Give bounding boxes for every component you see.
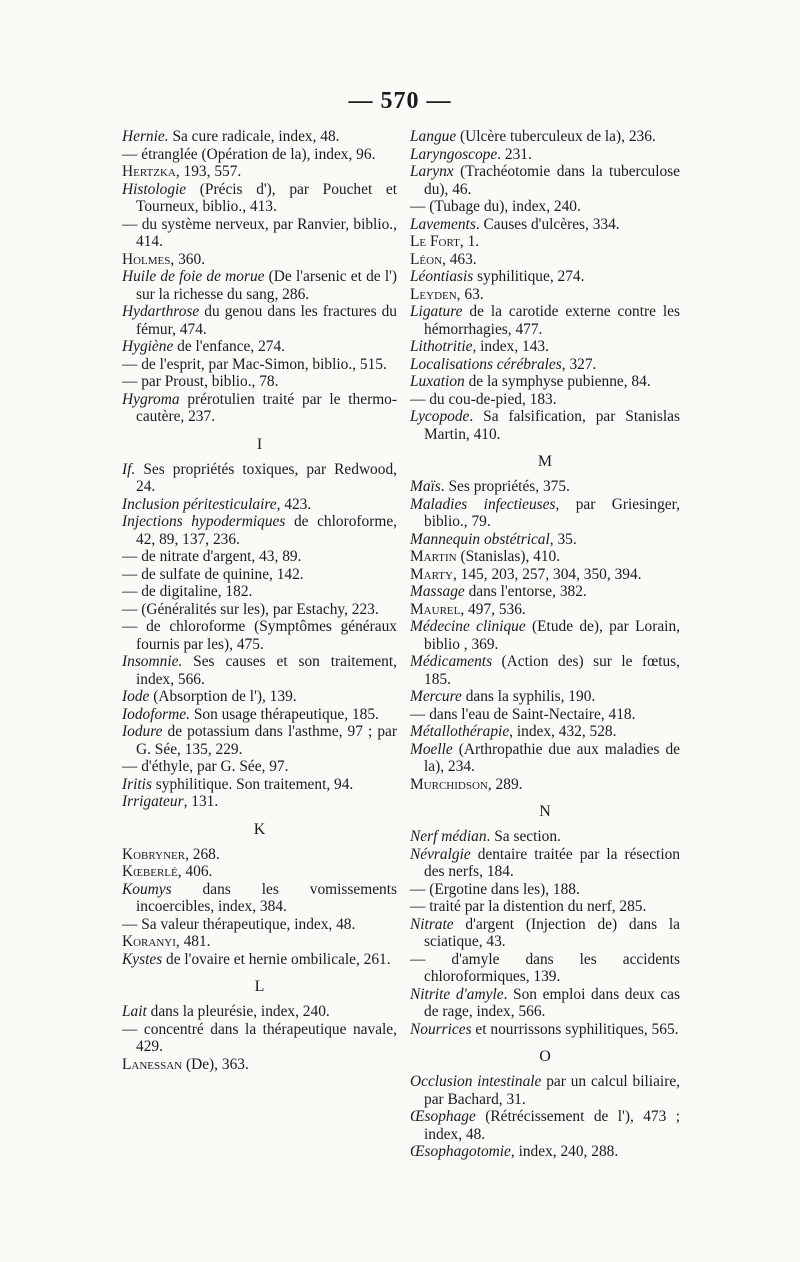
index-term: Métallothérapie	[410, 723, 510, 740]
index-term: Léontiasis	[410, 268, 474, 285]
index-reference: , 1.	[459, 233, 480, 250]
index-entry	[122, 461, 397, 496]
index-reference: (Action des) sur le fœtus, 185.	[424, 653, 680, 688]
index-reference: Ses causes et son traitement, index, 566.	[136, 653, 397, 688]
index-entry	[410, 531, 680, 549]
index-reference: , 289.	[487, 775, 523, 793]
index-reference: . Sa falsification, par Stanislas Martin, 410.	[424, 408, 680, 443]
index-entry	[410, 916, 680, 951]
index-column-right	[410, 128, 680, 1161]
index-term: Nitrate	[410, 915, 454, 933]
index-entry	[410, 583, 680, 601]
index-entry	[410, 828, 680, 846]
index-reference: — du cou-de-pied, 183.	[410, 390, 557, 408]
index-reference: . Son emploi dans deux cas de rage, index, 566.	[424, 985, 681, 1020]
index-reference: de la carotide externe contre les hémorrhagies, 477.	[424, 303, 680, 338]
index-reference: — de digitaline, 182.	[122, 583, 253, 600]
index-entry	[410, 601, 680, 619]
index-column-left	[122, 128, 397, 1073]
index-entry	[410, 706, 680, 724]
index-entry	[122, 1056, 397, 1074]
index-entry	[122, 846, 397, 864]
index-reference: , 268.	[185, 845, 220, 863]
index-entry	[122, 583, 397, 601]
index-reference: (Précis d'), par Pouchet et Tourneux, biblio., 413.	[136, 180, 397, 215]
index-entry	[410, 268, 680, 286]
index-term: Maurel	[410, 600, 461, 618]
index-term: Névralgie	[410, 845, 471, 863]
index-term: Inclusion péritesticulaire	[122, 495, 277, 513]
index-reference: — Sa valeur thérapeutique, index, 48.	[122, 915, 356, 933]
index-term: Occlusion intestinale	[410, 1073, 542, 1090]
index-entry	[410, 741, 680, 776]
index-reference: (Trachéotomie dans la tuberculose du), 46.	[424, 163, 680, 198]
index-term: Lanessan	[122, 1055, 183, 1073]
index-entry	[122, 706, 397, 724]
index-reference: , 463.	[442, 250, 477, 268]
index-reference: (Absorption de l'), 139.	[149, 688, 297, 705]
index-term: Laryngoscope	[410, 145, 498, 163]
index-term: Hydarthrose	[122, 303, 200, 320]
index-entry	[410, 338, 680, 356]
index-entry	[410, 373, 680, 391]
index-term: Mercure	[410, 688, 462, 705]
index-entry	[410, 496, 680, 531]
index-reference: (Rétrécissement de l'), 473 ; index, 48.	[424, 1108, 680, 1143]
index-term: Nerf médian	[410, 828, 487, 845]
section-letter: I	[256, 435, 263, 453]
index-reference: — du système nerveux, par Ranvier, biblio., 414.	[122, 215, 397, 250]
index-entry	[410, 688, 680, 706]
index-entry	[122, 251, 397, 269]
index-reference: dans la syphilis, 190.	[461, 688, 596, 705]
section-letter: M	[537, 453, 553, 470]
index-reference: , 327.	[561, 355, 597, 373]
index-entry	[122, 268, 397, 303]
index-entry	[410, 1108, 680, 1143]
index-entry	[122, 776, 397, 794]
index-entry	[410, 548, 680, 566]
index-entry	[410, 776, 680, 794]
index-reference: et nourrissons syphilitiques, 565.	[471, 1020, 679, 1038]
index-entry	[410, 881, 680, 899]
index-term: Kystes	[122, 950, 163, 968]
index-term: Hertzka	[122, 163, 176, 180]
index-entry	[122, 163, 397, 181]
index-term: Nitrite d'amyle	[410, 985, 504, 1003]
index-reference: (Arthropathie due aux maladies de la), 234.	[424, 740, 680, 775]
index-entry	[410, 478, 680, 496]
index-term: Nourrices	[410, 1020, 472, 1038]
index-term: Médecine clinique	[410, 618, 526, 635]
page-number: — 570 —	[348, 88, 452, 114]
section-letter: O	[539, 1048, 551, 1065]
index-reference: , index, 240, 288.	[510, 1143, 619, 1160]
index-entry	[122, 618, 397, 653]
index-reference: (Stanislas), 410.	[456, 548, 561, 565]
index-entry	[410, 723, 680, 741]
index-reference: , 360.	[170, 250, 206, 268]
index-entry	[410, 356, 680, 374]
index-entry	[122, 916, 397, 934]
index-term: Kœberlé	[122, 863, 178, 880]
index-reference: , 481.	[175, 933, 211, 950]
index-term: Hernie.	[122, 128, 169, 145]
index-reference: — étranglée (Opération de la), index, 96.	[122, 145, 376, 163]
index-reference: prérotulien traité par le thermo-cautère, 237.	[136, 390, 397, 425]
index-reference: , 423.	[276, 495, 312, 513]
index-reference: de l'ovaire et hernie ombilicale, 261.	[162, 950, 391, 968]
index-entry	[122, 146, 397, 164]
index-reference: — dans l'eau de Saint-Nectaire, 418.	[410, 705, 636, 723]
index-entry	[122, 391, 397, 426]
index-entry	[122, 951, 397, 969]
index-term: Koranyi	[122, 933, 176, 950]
index-entry	[122, 303, 397, 338]
index-entry	[122, 216, 397, 251]
index-reference: , 63.	[456, 285, 484, 303]
index-reference: Ses propriétés toxiques, par Redwood, 24.	[135, 460, 397, 495]
index-reference: . Sa section.	[486, 828, 561, 845]
index-term: Lycopode	[410, 408, 470, 425]
index-term: Hygroma	[122, 390, 180, 408]
index-entry	[410, 898, 680, 916]
index-reference: . Causes d'ulcères, 334.	[475, 215, 620, 233]
index-reference: Son usage thérapeutique, 185.	[189, 705, 379, 723]
index-entry	[122, 513, 397, 548]
index-entry	[122, 1021, 397, 1056]
index-entry	[410, 233, 680, 251]
index-term: Irrigateur	[122, 793, 184, 810]
index-entry	[410, 653, 680, 688]
index-entry	[410, 951, 680, 986]
index-entry	[410, 846, 680, 881]
index-reference: , 131.	[183, 793, 219, 810]
index-reference: , par Griesinger, biblio., 79.	[424, 495, 680, 530]
index-term: Maïs	[410, 478, 441, 495]
index-reference: (Ulcère tuberculeux de la), 236.	[456, 128, 656, 145]
index-term: Localisations cérébrales	[410, 355, 562, 373]
index-entry	[410, 286, 680, 304]
index-entry	[122, 496, 397, 514]
index-term: Huile de foie de morue	[122, 268, 265, 285]
index-entry	[122, 688, 397, 706]
index-term: Langue	[410, 128, 457, 145]
index-term: Iodure	[122, 723, 163, 740]
index-term: Moelle	[410, 740, 453, 758]
index-term: Martin	[410, 548, 457, 565]
index-reference: , 193, 557.	[175, 163, 242, 180]
index-entry	[122, 758, 397, 776]
index-entry	[122, 548, 397, 566]
index-entry	[122, 128, 397, 146]
index-reference: du genou dans les fractures du fémur, 474.	[136, 303, 397, 338]
index-reference: — (Tubage du), index, 240.	[410, 198, 581, 215]
index-reference: de l'enfance, 274.	[173, 338, 286, 355]
index-reference: — traité par la distention du nerf, 285.	[410, 898, 647, 915]
index-entry	[410, 391, 680, 409]
index-entry	[410, 303, 680, 338]
index-reference: — de nitrate d'argent, 43, 89.	[122, 548, 302, 565]
index-term: Hygiène	[122, 338, 174, 355]
index-entry	[410, 618, 680, 653]
index-term: Maladies infectieuses	[410, 495, 556, 513]
index-entry	[122, 1003, 397, 1021]
index-entry	[410, 1073, 680, 1108]
index-entry	[122, 863, 397, 881]
index-entry	[410, 216, 680, 234]
index-reference: — de sulfate de quinine, 142.	[122, 565, 304, 583]
index-term: Injections hypodermiques	[122, 513, 286, 530]
index-reference: — de chloroforme (Symptômes généraux fournis par les), 475.	[122, 618, 397, 653]
index-reference: dans l'entorse, 382.	[464, 583, 587, 600]
index-reference: , index, 432, 528.	[509, 723, 617, 740]
index-term: Massage	[410, 583, 465, 600]
index-term: Lavements	[410, 215, 476, 233]
index-term: Œsophage	[410, 1108, 476, 1125]
index-term: Insomnie.	[122, 653, 183, 670]
index-term: Iodoforme.	[122, 705, 190, 723]
index-reference: de la symphyse pubienne, 84.	[464, 373, 651, 390]
index-term: Marty	[410, 565, 453, 583]
index-term: Iritis	[122, 775, 152, 793]
index-entry	[122, 881, 397, 916]
index-reference: — concentré dans la thérapeutique navale, 429.	[122, 1020, 397, 1055]
index-reference: , 35.	[549, 530, 577, 548]
index-reference: dentaire traitée par la résection des nerfs, 184.	[424, 845, 680, 880]
index-reference: syphilitique, 274.	[473, 268, 585, 285]
index-entry	[122, 373, 397, 391]
index-term: Lait	[122, 1003, 147, 1020]
index-term: Holmes	[122, 250, 171, 268]
index-entry	[122, 566, 397, 584]
index-entry	[122, 653, 397, 688]
index-reference: — (Généralités sur les), par Estachy, 223.	[122, 600, 379, 618]
index-entry	[122, 601, 397, 619]
index-term: Larynx	[410, 163, 454, 180]
index-reference: (De l'arsenic et de l') sur la richesse du sang, 286.	[136, 268, 397, 303]
section-letter: N	[539, 803, 551, 820]
index-reference: dans la pleurésie, index, 240.	[146, 1003, 330, 1020]
index-term: Histologie	[122, 180, 187, 198]
index-term: Luxation	[410, 373, 465, 390]
index-term: Koumys	[122, 880, 172, 898]
index-reference: de chloroforme, 42, 89, 137, 236.	[136, 513, 398, 548]
index-reference: . 231.	[497, 145, 532, 163]
index-reference: Sa cure radicale, index, 48.	[168, 128, 340, 145]
index-term: Le Fort	[410, 233, 460, 250]
index-reference: syphilitique. Son traitement, 94.	[151, 775, 354, 793]
index-reference: — (Ergotine dans les), 188.	[410, 880, 580, 898]
index-reference: , 497, 536.	[460, 600, 526, 618]
index-entry	[410, 986, 680, 1021]
index-term: Kobryner	[122, 845, 186, 863]
index-term: Mannequin obstétrical	[410, 530, 550, 548]
index-entry	[122, 933, 397, 951]
index-term: Murchidson	[410, 775, 488, 793]
index-reference: d'argent (Injection de) dans la sciatique, 43.	[424, 915, 680, 950]
index-entry	[410, 566, 680, 584]
index-entry	[122, 723, 397, 758]
index-entry	[122, 793, 397, 811]
section-letter: K	[253, 820, 266, 838]
index-entry	[410, 1143, 680, 1161]
index-reference: (Etude de), par Lorain, biblio , 369.	[424, 618, 680, 653]
index-entry	[410, 1021, 680, 1039]
index-term: Léon	[410, 250, 443, 268]
section-letter: L	[254, 978, 265, 995]
index-reference: (De), 363.	[182, 1055, 249, 1073]
index-reference: dans les vomissements incoercibles, index, 384.	[136, 880, 397, 915]
index-reference: par un calcul biliaire, par Bachard, 31.	[424, 1073, 680, 1108]
index-entry	[410, 198, 680, 216]
index-reference: de potassium dans l'asthme, 97 ; par G. Sée, 135, 229.	[136, 723, 397, 758]
index-term: Leyden	[410, 285, 457, 303]
index-reference: , index, 143.	[472, 338, 549, 355]
index-reference: — d'éthyle, par G. Sée, 97.	[122, 758, 289, 775]
index-entry	[410, 128, 680, 146]
index-reference: — de l'esprit, par Mac-Simon, biblio., 515.	[122, 355, 387, 373]
index-reference: , 145, 203, 257, 304, 350, 394.	[452, 565, 642, 583]
index-reference: — d'amyle dans les accidents chloroformiques, 139.	[410, 950, 680, 985]
index-term: Lithotritie	[410, 338, 473, 355]
index-term: Iode	[122, 688, 150, 705]
index-entry	[410, 146, 680, 164]
index-reference: , 406.	[177, 863, 213, 880]
index-term: Médicaments	[410, 653, 493, 670]
index-entry	[410, 163, 680, 198]
index-entry	[410, 408, 680, 443]
index-term: If.	[122, 460, 136, 478]
index-entry	[122, 181, 397, 216]
index-term: Œsophagotomie	[410, 1143, 511, 1160]
index-reference: — par Proust, biblio., 78.	[122, 373, 279, 390]
index-entry	[122, 356, 397, 374]
index-reference: . Ses propriétés, 375.	[440, 478, 570, 495]
index-entry	[122, 338, 397, 356]
index-entry	[410, 251, 680, 269]
index-term: Ligature	[410, 303, 463, 320]
